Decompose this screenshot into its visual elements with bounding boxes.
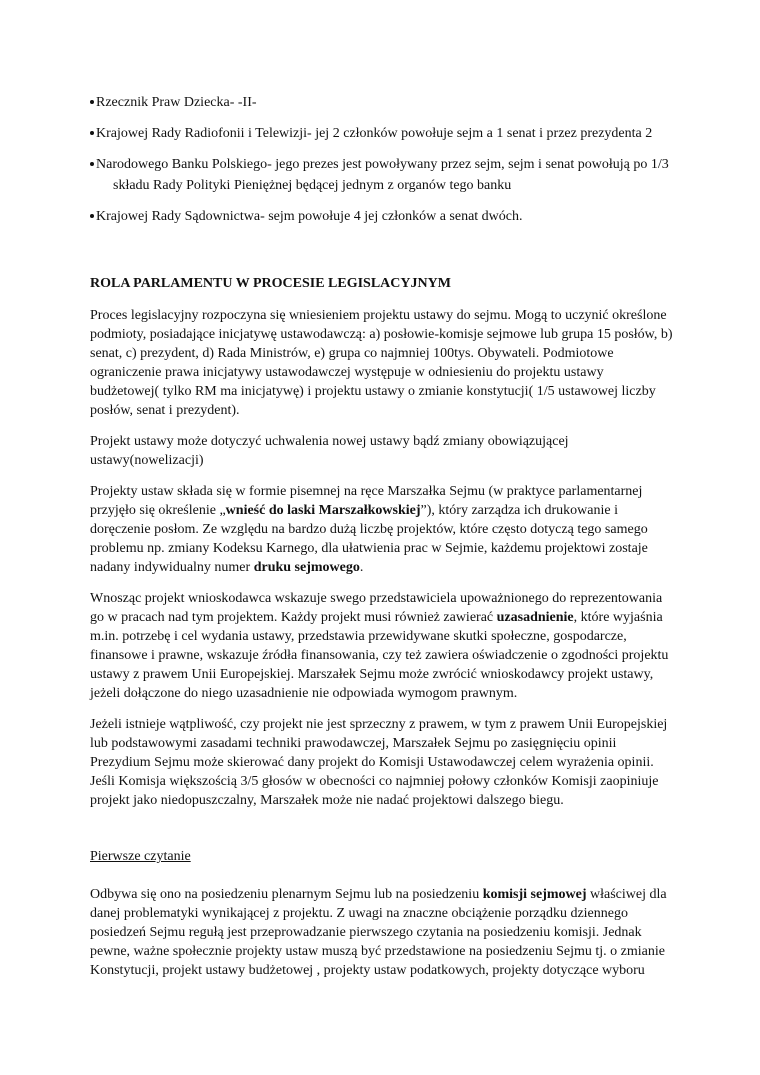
paragraph-legality: Jeżeli istnieje wątpliwość, czy projekt nie jest sprzeczny z prawem, w tym z prawem Unii Europejskiej lub podstawowymi zasadami techniki prawodawczej, Marszałek Sejmu po zasięgnięciu opinii Prezydium Sejmu może skierować dany projekt do Komisji Ustawodawczej celem wyrażenia opinii. Jeśli Komisja większością 3/5 głosów w obecności co najmniej połowy członków Komisji zaopiniuje projekt jako niedopuszczalny, Marszałek może nie nadać projektowi dalszego biegu. (90, 717, 668, 808)
paragraph-justification: Wnosząc projekt wnioskodawca wskazuje swego przedstawiciela upoważnionego do reprezentowania go w pracach nad tym projektem. Każdy projekt musi również zawierać uzasadnienie, które wyjaśnia m.in. potrzebę i cel wydania ustawy, przedstawia przewidywane skutki społeczne, gospodarcze, finansowe i prawne, wskazuje źródła finansowania, czy też zawiera oświadczenie o zgodności projektu ustawy z prawem Unii Europejskiej. Marszałek Sejmu może zwrócić wnioskodawcy projekt ustawy, jeżeli dołączone do niego uzasadnienie nie odpowiada wymogom prawnym. (90, 591, 669, 701)
paragraph-scope: Projekt ustawy może dotyczyć uchwalenia nowej ustawy bądź zmiany obowiązującej ustawy(nowelizacji) (90, 434, 569, 468)
bold-term: uzasadnienie (496, 610, 574, 625)
bullet-icon (90, 214, 94, 218)
paragraph-initiative: Proces legislacyjny rozpoczyna się wniesieniem projektu ustawy do sejmu. Mogą to uczynić określone podmioty, posiadające inicjatywę ustawodawczą: a) posłowie-komisje sejmowe lub grupa 15 posłów, b) senat, c) prezydent, d) Rada Ministrów, e) grupa co najmniej 100tys. Obywateli. Podmiotowe ograniczenie prawa inicjatywy ustawodawczej występuje w odniesieniu do projektu ustawy budżetowej( tylko RM ma inicjatywę) i projektu ustawy o zmianie konstytucji( 1/5 ustawowej liczby posłów, senat i prezydent). (90, 308, 673, 418)
bullet-icon (90, 131, 94, 135)
bullet-icon (90, 162, 94, 166)
paragraph-first-reading: Odbywa się ono na posiedzeniu plenarnym Sejmu lub na posiedzeniu komisji sejmowej właściwej dla danej problematyki wynikającej z projektu. Z uwagi na znaczne obciążenie porządku dziennego posiedzeń Sejmu regułą jest przeprowadzanie pierwszego czytania na posiedzeniu komisji. Jednak pewne, ważne społecznie projekty ustaw muszą być przedstawione na posiedzeniu Sejmu tj. o zmianie Konstytucji, projekt ustawy budżetowej , projekty ustaw podatkowych, projekty dotyczące wyboru (90, 887, 667, 978)
list-item: Krajowej Rady Sądownictwa- sejm powołuje 4 jej członków a senat dwóch. (90, 206, 675, 227)
section-heading: ROLA PARLAMENTU W PROCESIE LEGISLACYJNYM (90, 276, 451, 291)
list-item: Krajowej Rady Radiofonii i Telewizji- jej 2 członków powołuje sejm a 1 senat i przez prezydenta 2 (90, 123, 675, 144)
paragraph-submission: Projekty ustaw składa się w formie pisemnej na ręce Marszałka Sejmu (w praktyce parlamentarnej przyjęło się określenie „wnieść do laski Marszałkowskiej”), który zarządza ich drukowanie i doręczenie posłom. Ze względu na bardzo dużą liczbę projektów, które często dotyczą tego samego problemu np. zmiany Kodeksu Karnego, dla ułatwienia prac w Sejmie, każdemu projektowi zostaje nadany indywidualny numer druku sejmowego. (90, 484, 648, 575)
bold-term: druku sejmowego (253, 560, 360, 575)
bullet-icon (90, 100, 94, 104)
subsection-heading: Pierwsze czytanie (90, 849, 191, 864)
bold-term: komisji sejmowej (482, 887, 587, 902)
document-page (90, 92, 675, 992)
list-item: Narodowego Banku Polskiego- jego prezes jest powoływany przez sejm, sejm i senat powołują po 1/3 składu Rady Polityki Pieniężnej będącej jednym z organów tego banku (90, 154, 675, 196)
bold-term: wnieść do laski Marszałkowskiej (225, 503, 421, 518)
list-item: Rzecznik Praw Dziecka- -II- (90, 92, 675, 113)
